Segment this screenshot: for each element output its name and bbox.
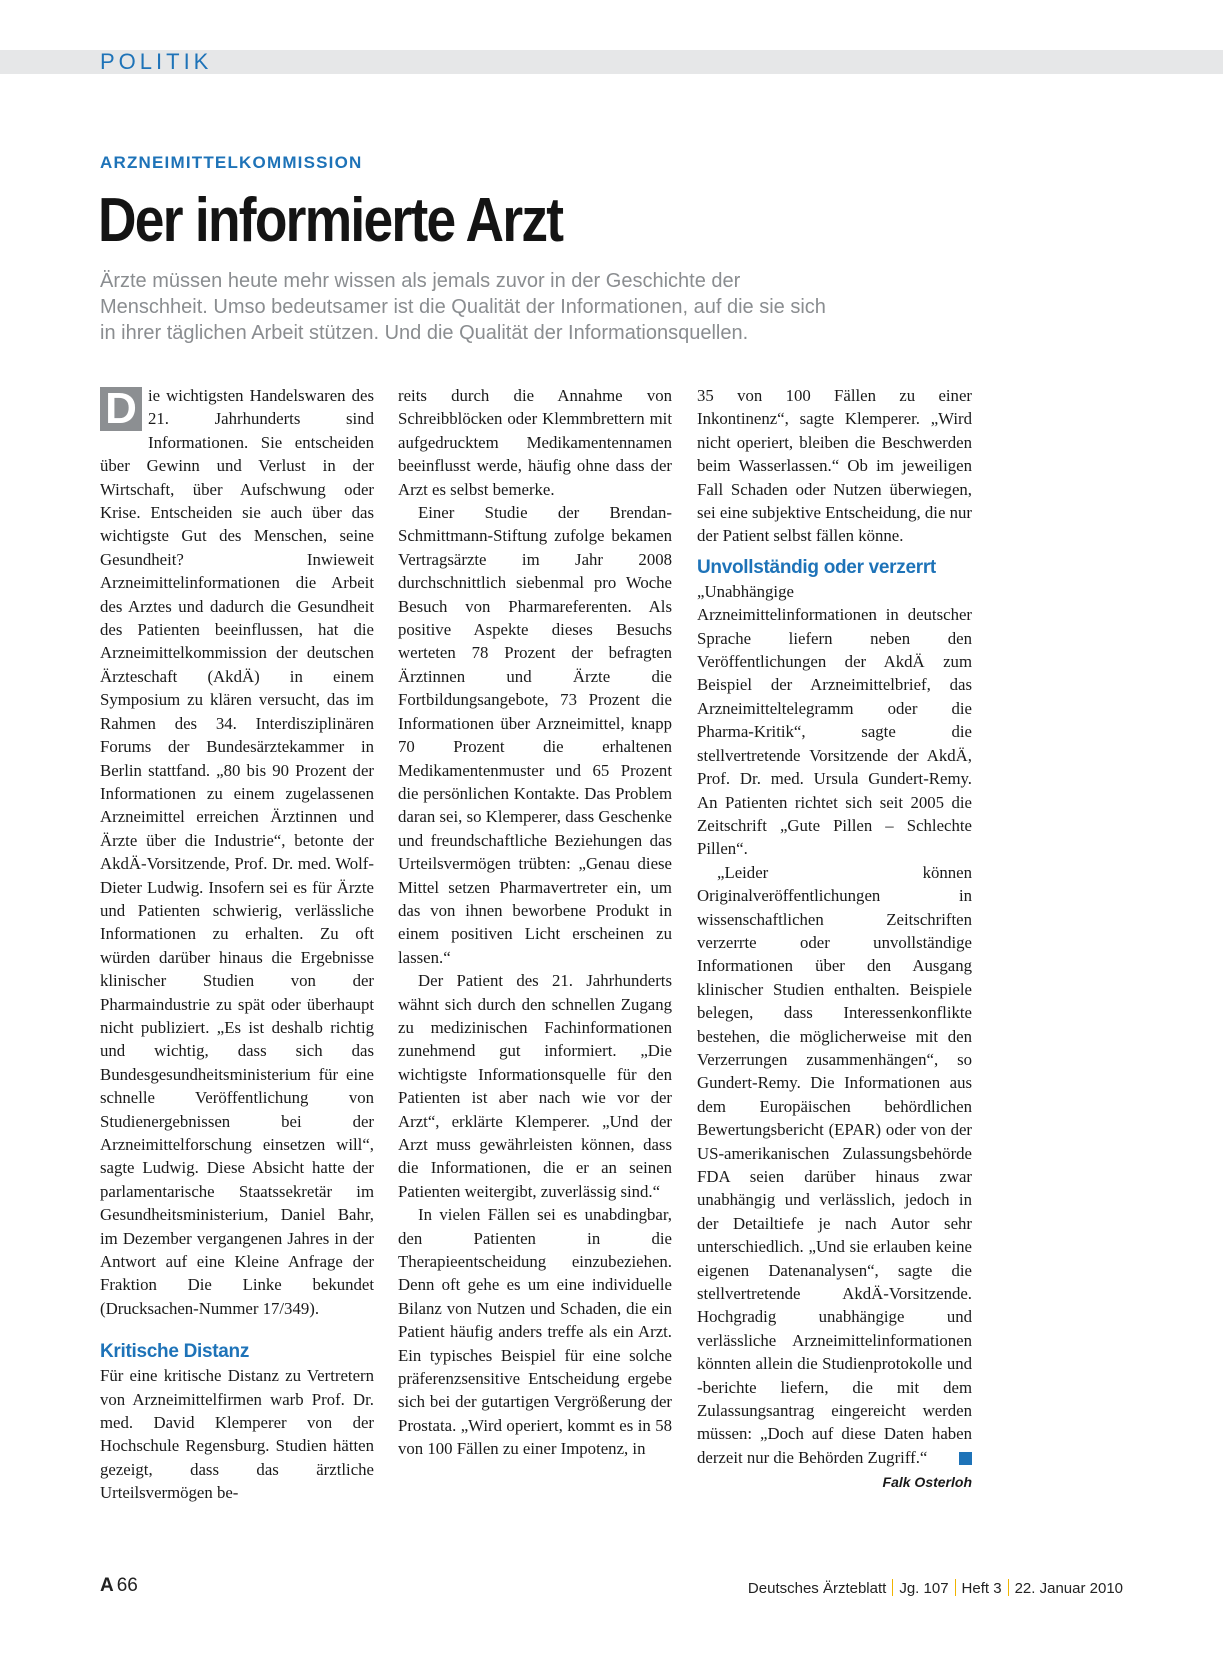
journal-date: 22. Januar 2010 — [1014, 1580, 1123, 1597]
journal-name: Deutsches Ärzteblatt — [747, 1580, 887, 1597]
end-mark-icon — [959, 1452, 972, 1465]
body-paragraph: Der Patient des 21. Jahrhunderts wähnt sich durch den schnellen Zugang zu medizinischen Fachinformationen zunehmend gut informiert. „Die wichtigste Informationsquelle für den Patienten ist aber nach wie vor der Arzt“, erklärte Klemperer. „Und der Arzt muss gewährleisten können, dass die Informationen, die er an seinen Patienten weitergibt, zuverlässig sind.“ — [398, 971, 672, 1201]
paragraph-text: ie wichtigsten Handelswaren des 21. Jahrhunderts sind Informationen. Sie entscheiden über Gewinn und Verlust in der Wirtschaft, über Aufschwung oder Krise. Entscheiden sie auch über das wichtigste Gut des Menschen, seine Gesundheit? Inwieweit Arzneimittelinformationen die Arbeit des Arztes und dadurch die Gesundheit des Patienten beeinflussen, hat die Arzneimittelkommission der deutschen Ärzteschaft (AkdÄ) in einem Symposium zu klären versucht, das im Rahmen des 34. Interdisziplinären Forums der Bundesärztekammer in Berlin stattfand. „80 bis 90 Prozent der Informationen zu einem zugelassenen Arzneimittel erreichen Ärztinnen und Ärzte über die Industrie“, betonte der AkdÄ-Vorsitzende, Prof. Dr. med. Wolf-Dieter Ludwig. Insofern sei es für Ärzte und Patienten schwierig, verlässliche Informationen zu erhalten. Zu oft würden darüber hinaus die Ergebnisse klinischer Studien von der Pharmaindustrie zu spät oder überhaupt nicht publiziert. „Es ist deshalb richtig und wichtig, dass sich das Bundesgesundheitsministerium für eine schnelle Veröffentlichung von Studienergebnissen bei der Arzneimittelforschung einsetzen will“, sagte Ludwig. Diese Absicht hatte der parlamentarische Staatssekretär im Gesundheitsministerium, Daniel Bahr, im Dezember vergangenen Jahres in der Antwort auf eine Kleine Anfrage der Fraktion Die Linke bekundet (Drucksachen-Nummer 17/349). — [100, 386, 374, 1318]
body-paragraph: Für eine kritische Distanz zu Vertretern von Arzneimittelfirmen warb Prof. Dr. med. David Klemperer von der Hochschule Regensburg. Studien hätten gezeigt, dass das ärztliche Urteilsvermögen be- — [100, 1366, 374, 1503]
page-prefix: A — [100, 1575, 114, 1596]
body-paragraph: 35 von 100 Fällen zu einer Inkontinenz“, sagte Klemperer. „Wird nicht operiert, bleiben die Beschwerden beim Wasserlassen.“ Ob im jeweiligen Fall Schaden oder Nutzen überwiegen, sei eine subjektive Entscheidung, die nur der Patient selbst fällen könne. — [697, 386, 972, 546]
author-byline: Falk Osterloh — [882, 1474, 972, 1491]
journal-volume: Jg. 107 — [899, 1580, 949, 1597]
lead-line: Menschheit. Umso bedeutsamer ist die Qualität der Informationen, auf die sie sich — [100, 296, 826, 318]
text-column-3 — [697, 384, 972, 1491]
lead-line: Ärzte müssen heute mehr wissen als jemals zuvor in der Geschichte der — [100, 270, 741, 292]
body-paragraph: „Unabhängige Arzneimittelinformationen in deutscher Sprache liefern neben den Veröffentlichungen der AkdÄ zum Beispiel der Arzneimittelbrief, das Arzneimitteltelegramm oder die Pharma-Kritik“, sagte die stellvertretende Vorsitzende der AkdÄ, Prof. Dr. med. Ursula Gundert-Remy. An Patienten richtet sich seit 2005 die Zeitschrift „Gute Pillen – Schlechte Pillen“. — [697, 581, 972, 859]
section-label: POLITIK — [100, 49, 213, 74]
body-paragraph: Einer Studie der Brendan-Schmittmann-Stiftung zufolge bekamen Vertragsärzte im Jahr 2008 durchschnittlich siebenmal pro Woche Besuch von Pharmareferenten. Als positive Aspekte dieses Besuchs werteten 78 Prozent der befragten Ärztinnen und Ärzte die Fortbildungsangebote, 73 Prozent die Informationen über Arzneimittel, knapp 70 Prozent die erhaltenen Medikamentenmuster und 65 Prozent die persönlichen Kontakte. Das Problem daran sei, so Klemperer, dass Geschenke und freundschaftliche Beziehungen das Urteilsvermögen trübten: „Genau diese Mittel setzen Pharmavertreter ein, um das von ihnen beworbene Produkt in einem positiven Licht erscheinen zu lassen.“ — [398, 503, 672, 967]
text-column-2 — [398, 384, 672, 1461]
footer-divider — [1008, 1579, 1009, 1596]
article-kicker: ARZNEIMITTELKOMMISSION — [100, 153, 363, 172]
page-number — [100, 1575, 138, 1597]
body-paragraph: reits durch die Annahme von Schreibblöcken oder Klemmbrettern mit aufgedrucktem Medikamentennamen beeinflusst werde, häufig ohne dass der Arzt es selbst bemerke. — [398, 386, 672, 499]
footer-citation — [748, 1579, 1123, 1597]
lead-line: in ihrer täglichen Arbeit stützen. Und die Qualität der Informationsquellen. — [100, 322, 749, 344]
text-column-1 — [100, 384, 374, 1505]
journal-issue: Heft 3 — [961, 1580, 1002, 1597]
footer-divider — [955, 1579, 956, 1596]
article-headline: Der informierte Arzt — [98, 186, 563, 255]
article-lead — [100, 268, 950, 346]
paragraph-text: „Leider können Originalveröffentlichungen in wissenschaftlichen Zeitschriften verzerrte oder unvollständige Informationen über den Ausgang klinischer Studien enthalten. Beispiele belegen, dass Interessenkonflikte bestehen, die möglicherweise mit den Verzerrungen zusammenhängen“, so Gundert-Remy. Die Informationen aus dem Europäischen behördlichen Bewertungsbericht (EPAR) oder von der US-amerikanischen Zulassungsbehörde FDA seien darüber hinaus zwar unabhängig und verlässlich, jedoch in der Detailtiefe je nach Autor sehr unterschiedlich. „Und sie erlauben keine eigenen Datenanalysen“, sagte die stellvertretende AkdÄ-Vorsitzende. Hochgradig unabhängige und verlässliche Arzneimittelinformationen könnten allein die Studienprotokolle und -berichte liefern, die mit dem Zulassungsantrag eingereicht werden müssen: „Doch auf diese Daten haben derzeit nur die Behörden Zugriff.“ — [697, 862, 972, 1467]
body-paragraph — [100, 384, 374, 1320]
drop-cap: D — [100, 387, 142, 431]
subheading: Kritische Distanz — [100, 1341, 250, 1363]
subheading: Unvollständig oder verzerrt — [697, 556, 936, 578]
body-paragraph — [697, 861, 972, 1470]
page-number-value: 66 — [116, 1575, 138, 1596]
footer-divider — [892, 1579, 893, 1596]
body-paragraph: In vielen Fällen sei es unabdingbar, den Patienten in die Therapieentscheidung einzubeziehen. Denn oft gehe es um eine individuelle Bilanz von Nutzen und Schaden, die ein Patient häufig anders treffe als ein Arzt. Ein typisches Beispiel für eine solche präferenzsensitive Entscheidung ergebe sich bei der gutartigen Vergrößerung der Prostata. „Wird operiert, kommt es in 58 von 100 Fällen zu einer Impotenz, in — [398, 1205, 672, 1459]
